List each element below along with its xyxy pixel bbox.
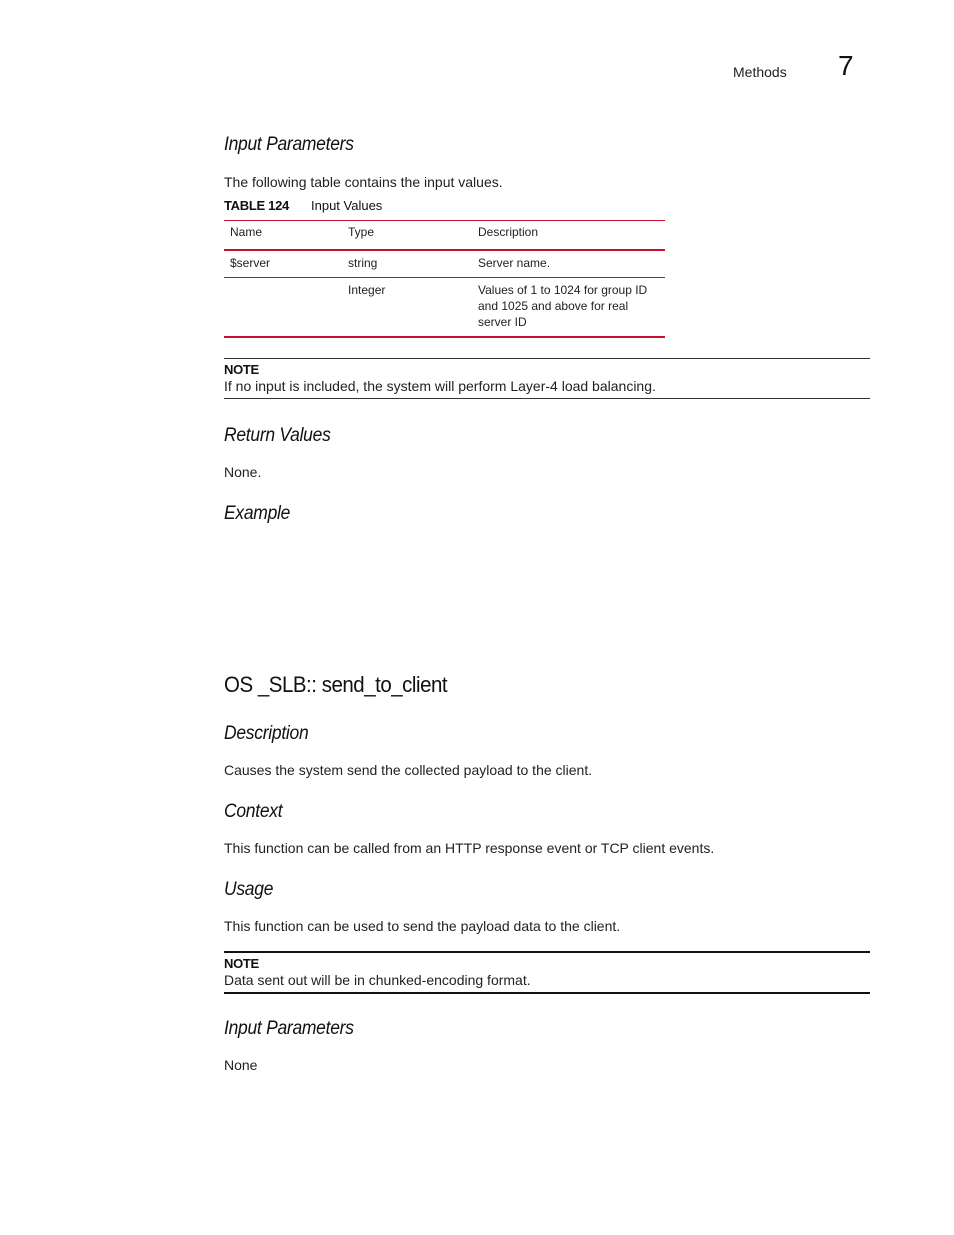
input-parameters-heading: Input Parameters xyxy=(224,134,354,155)
input-parameters-text: None xyxy=(224,1057,258,1073)
input-parameters-heading-2: Input Parameters xyxy=(224,1018,354,1039)
table-row xyxy=(224,250,665,278)
cell-name xyxy=(224,278,342,338)
return-values-text: None. xyxy=(224,464,262,480)
column-header-type: Type xyxy=(342,221,472,251)
cell-type: Integer xyxy=(348,283,386,297)
cell-description: Values of 1 to 1024 for group ID and 1025 and above for real server ID xyxy=(478,283,648,329)
table-number: TABLE 124 xyxy=(224,198,289,213)
note-box-chunked xyxy=(224,951,870,994)
context-heading: Context xyxy=(224,801,283,822)
return-values-heading: Return Values xyxy=(224,425,331,446)
usage-heading: Usage xyxy=(224,879,274,900)
table-header-row xyxy=(224,221,665,251)
input-values-table xyxy=(224,220,665,338)
context-text: This function can be called from an HTTP response event or TCP client events. xyxy=(224,840,715,856)
note-label: NOTE xyxy=(224,362,259,377)
table-row xyxy=(224,278,665,338)
chapter-label: Methods xyxy=(733,64,787,80)
column-header-description: Description xyxy=(472,221,665,251)
note-text: Data sent out will be in chunked-encoding format. xyxy=(224,972,531,988)
note-text: If no input is included, the system will perform Layer-4 load balancing. xyxy=(224,378,656,394)
table-caption xyxy=(224,198,383,213)
note-label: NOTE xyxy=(224,956,259,971)
cell-description: Server name. xyxy=(472,250,665,278)
usage-text: This function can be used to send the payload data to the client. xyxy=(224,918,621,934)
example-heading: Example xyxy=(224,503,291,524)
section-title: OS _SLB:: send_to_client xyxy=(224,672,448,697)
description-heading: Description xyxy=(224,723,309,744)
table-intro-text: The following table contains the input values. xyxy=(224,174,503,190)
note-box-layer4 xyxy=(224,358,870,399)
chapter-number: 7 xyxy=(838,50,854,81)
column-header-name: Name xyxy=(224,221,342,251)
table-title: Input Values xyxy=(311,198,383,213)
cell-name: $server xyxy=(224,250,342,278)
description-text: Causes the system send the collected payload to the client. xyxy=(224,762,593,778)
cell-type: string xyxy=(342,250,472,278)
